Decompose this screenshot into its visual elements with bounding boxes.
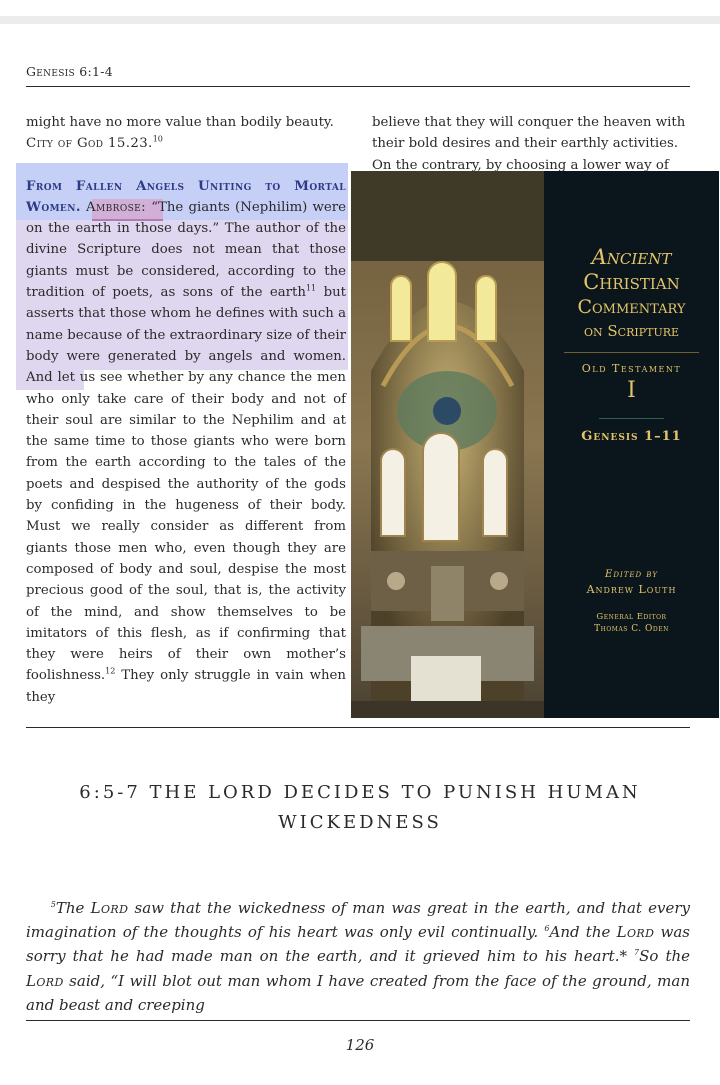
verse-5-text-a: The [55,899,91,917]
body-text-3: They only struggle in vain when they [26,668,346,705]
section-heading [0,778,720,838]
running-head: Genesis 6:1-4 [26,64,114,79]
right-column-text: believe that they will conquer the heaven with their bold desires and their earthly activities. On the contrary, by choosing a lower way of [372,115,686,171]
cover-divider-2 [599,418,664,419]
author-name: Ambrose: [86,199,147,215]
cover-title-line-2: Christian [583,270,680,294]
cover-edited-by: Edited by [605,569,658,580]
verse-6-text-b: was sorry that he had made man on the earth, and it grieved him to his heart.* [26,923,691,966]
footnote-ref-11[interactable]: 11 [305,283,317,293]
cover-divider [564,352,699,353]
cover-volume: I [627,378,636,403]
cover-general-editor-label: General Editor [596,612,667,622]
intro-text: might have no more value than bodily beauty. [26,115,334,130]
verse-7-lord: Lord [26,971,64,990]
verse-number-7: 7 [634,948,640,958]
right-column [372,112,690,171]
verse-number-5: 5 [50,900,56,909]
verse-number-6: 6 [544,924,550,934]
cover-title-line-1: Ancient [591,245,672,269]
cover-editor: Andrew Louth [586,583,677,596]
cover-book: Genesis 1–11 [581,429,682,444]
scripture-passage [26,896,690,1017]
footnote-ref-12[interactable]: 12 [105,667,116,676]
footer-rule [26,1020,690,1021]
section-subheading: From Fallen Angels Uniting to Mortal Women. [26,178,346,215]
verse-7-text-a: So the [639,947,691,966]
intro-paragraph [26,112,346,155]
verse-7-text-b: said, “I will blot out man whom I have created from the face of the ground, man and beast and creeping [26,971,690,1014]
commentary-paragraph [26,176,346,708]
section-rule-top [26,727,690,728]
footnote-ref-10[interactable]: 10 [152,134,163,144]
header-rule [26,86,690,87]
cover-title-line-3: Commentary [577,296,686,318]
verse-5-lord: Lord [90,899,129,917]
cover-title-line-4: on Scripture [583,322,680,340]
left-column [26,112,346,708]
verse-6-text-a: And the [549,923,617,942]
page-number: 126 [345,1036,375,1054]
body-text-1: “The giants (Nephilim) were on the earth in those days.” The author of the divine Scripture does not mean that those giants must be considered, according to the tradition of poets, as sons of the earth [26,199,346,301]
top-toolbar-strip [0,16,720,24]
section-heading-text: 6:5-7 THE LORD DECIDES TO PUNISH HUMAN WICKEDNESS [79,782,641,833]
cover-general-editor: Thomas C. Oden [594,624,669,634]
verse-5-text-b: saw that the wickedness of man was great in the earth, and that every imagination of the thoughts of his heart was only evil continually. [26,899,691,942]
cover-title-panel [544,171,719,718]
cover-testament: Old Testament [581,362,682,375]
book-cover-image[interactable] [351,171,719,718]
verse-6-lord: Lord [616,923,655,942]
apse-mosaic-artwork [351,171,544,718]
intro-source: City of God 15.23. [26,136,153,152]
body-text-2: but asserts that those whom he defines with such a name because of the extraordinary size of their body were generated by angels and women. And let us see whether by any chance the men who only take care of their body and not of their soul are similar to the Nephilim and at the same time to those giants who were born from the earth according to the tales of the poets and despised the authority of the gods by confiding in the hugeness of their body. Must we really consider as different from giants those men who, even though they are composed of body and soul, despise the most precious good of the soul, that is, the activity of the mind, and show themselves to be imitators of this flesh, as if confirming that they were heirs of their own mother’s foolishness. [26,285,347,684]
